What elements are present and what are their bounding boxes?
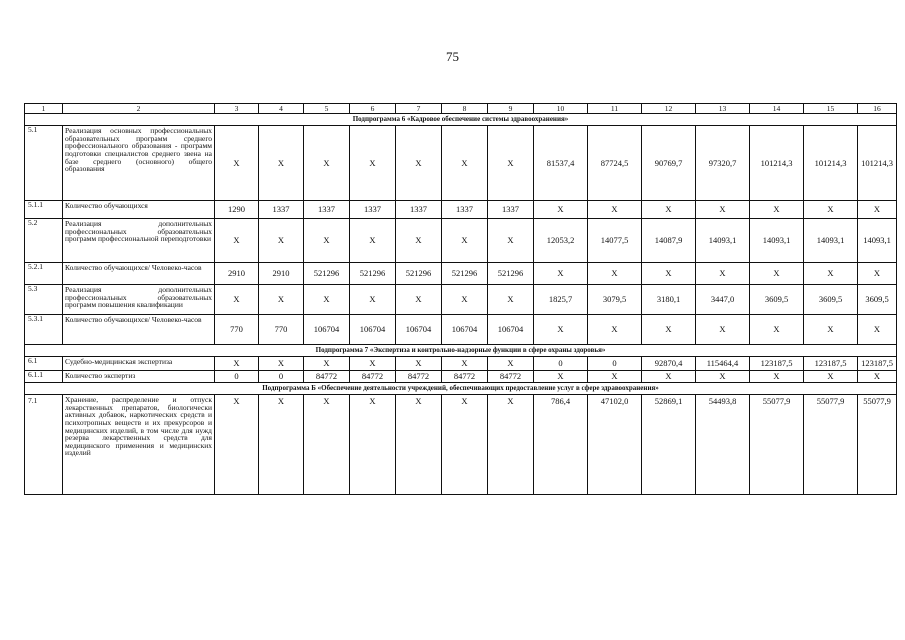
cell-value: X: [488, 357, 534, 371]
cell-value: X: [215, 395, 259, 495]
cell-value: 3447,0: [696, 285, 750, 315]
cell-value: X: [396, 285, 442, 315]
cell-value: X: [304, 126, 350, 201]
cell-value: 1290: [215, 201, 259, 219]
cell-value: 92870,4: [642, 357, 696, 371]
row-name: Количество экспертиз: [63, 371, 215, 383]
column-number: 14: [750, 104, 804, 114]
cell-value: 1825,7: [534, 285, 588, 315]
cell-value: X: [804, 371, 858, 383]
cell-value: 14093,1: [696, 219, 750, 263]
column-number: 8: [442, 104, 488, 114]
subprogram-header-row: [25, 345, 897, 357]
cell-value: X: [350, 219, 396, 263]
cell-value: 1337: [304, 201, 350, 219]
cell-value: 123187,5: [804, 357, 858, 371]
cell-value: 1337: [442, 201, 488, 219]
row-code: 5.1.1: [25, 201, 63, 219]
cell-value: X: [534, 371, 588, 383]
cell-value: 101214,3: [804, 126, 858, 201]
table-row: [25, 395, 897, 495]
cell-value: 0: [534, 357, 588, 371]
row-name: Реализация основных профессиональных образовательных программ среднего профессионального образования - программ подготовки специалистов среднего звена на базе среднего (основного) общего образования: [63, 126, 215, 201]
cell-value: 770: [215, 315, 259, 345]
cell-value: X: [750, 315, 804, 345]
cell-value: X: [696, 201, 750, 219]
cell-value: 3180,1: [642, 285, 696, 315]
cell-value: X: [642, 371, 696, 383]
cell-value: X: [215, 357, 259, 371]
cell-value: 3609,5: [804, 285, 858, 315]
subprogram-header-row: [25, 114, 897, 126]
column-number: 16: [858, 104, 897, 114]
cell-value: X: [488, 126, 534, 201]
cell-value: 0: [215, 371, 259, 383]
subprogram-title: Подпрограмма Б «Обеспечение деятельности учреждений, обеспечивающих предоставление услуг в сфере здравоохранения»: [25, 383, 897, 395]
cell-value: 87724,5: [588, 126, 642, 201]
cell-value: X: [696, 371, 750, 383]
cell-value: 84772: [350, 371, 396, 383]
cell-value: 55077,9: [858, 395, 897, 495]
row-name: Хранение, распределение и отпуск лекарственных препаратов, биологически активных добавок, наркотических средств и психотропных веществ и их прекурсоров и медицинских изделий, в том числе для нужд резерва лекарственных средств для медицинского применения и медицинских изделий: [63, 395, 215, 495]
cell-value: X: [442, 126, 488, 201]
cell-value: X: [396, 395, 442, 495]
cell-value: 84772: [396, 371, 442, 383]
cell-value: 101214,3: [750, 126, 804, 201]
cell-value: 84772: [304, 371, 350, 383]
cell-value: 770: [259, 315, 304, 345]
row-code: 5.2.1: [25, 263, 63, 285]
row-code: 6.1.1: [25, 371, 63, 383]
cell-value: X: [534, 201, 588, 219]
cell-value: 2910: [215, 263, 259, 285]
cell-value: X: [858, 371, 897, 383]
cell-value: X: [858, 201, 897, 219]
cell-value: X: [259, 219, 304, 263]
cell-value: 0: [588, 357, 642, 371]
cell-value: 0: [259, 371, 304, 383]
cell-value: X: [588, 201, 642, 219]
cell-value: X: [588, 371, 642, 383]
row-name: Реализация дополнительных профессиональных образовательных программ профессиональной переподготовки: [63, 219, 215, 263]
cell-value: 84772: [442, 371, 488, 383]
column-number: 4: [259, 104, 304, 114]
cell-value: X: [442, 285, 488, 315]
column-number: 2: [63, 104, 215, 114]
row-code: 7.1: [25, 395, 63, 495]
cell-value: 106704: [396, 315, 442, 345]
row-name: Количество обучающихся/ Человеко-часов: [63, 315, 215, 345]
column-number: 15: [804, 104, 858, 114]
table-row: [25, 357, 897, 371]
cell-value: X: [804, 201, 858, 219]
cell-value: X: [259, 285, 304, 315]
cell-value: 521296: [488, 263, 534, 285]
cell-value: X: [215, 285, 259, 315]
cell-value: 84772: [488, 371, 534, 383]
cell-value: X: [750, 371, 804, 383]
cell-value: 3609,5: [858, 285, 897, 315]
cell-value: X: [488, 219, 534, 263]
table-row: [25, 219, 897, 263]
cell-value: 14093,1: [804, 219, 858, 263]
row-name: Количество обучающихся/ Человеко-часов: [63, 263, 215, 285]
cell-value: X: [750, 201, 804, 219]
table-row: [25, 126, 897, 201]
cell-value: X: [858, 315, 897, 345]
column-number: 11: [588, 104, 642, 114]
subprogram-header-row: [25, 383, 897, 395]
cell-value: 123187,5: [750, 357, 804, 371]
cell-value: X: [442, 219, 488, 263]
cell-value: 47102,0: [588, 395, 642, 495]
cell-value: 2910: [259, 263, 304, 285]
cell-value: 106704: [350, 315, 396, 345]
cell-value: X: [350, 357, 396, 371]
column-number: 5: [304, 104, 350, 114]
cell-value: 101214,3: [858, 126, 897, 201]
column-number: 10: [534, 104, 588, 114]
cell-value: X: [304, 219, 350, 263]
cell-value: 1337: [488, 201, 534, 219]
cell-value: X: [396, 357, 442, 371]
cell-value: X: [215, 219, 259, 263]
cell-value: X: [350, 395, 396, 495]
cell-value: 52869,1: [642, 395, 696, 495]
table-row: [25, 201, 897, 219]
cell-value: X: [442, 395, 488, 495]
cell-value: X: [488, 285, 534, 315]
column-number-row: [25, 104, 897, 114]
cell-value: 14087,9: [642, 219, 696, 263]
cell-value: X: [534, 315, 588, 345]
row-name: Количество обучающихся: [63, 201, 215, 219]
cell-value: 123187,5: [858, 357, 897, 371]
cell-value: X: [696, 263, 750, 285]
row-code: 5.3.1: [25, 315, 63, 345]
cell-value: X: [804, 263, 858, 285]
cell-value: 54493,8: [696, 395, 750, 495]
cell-value: 90769,7: [642, 126, 696, 201]
cell-value: 3079,5: [588, 285, 642, 315]
cell-value: 115464,4: [696, 357, 750, 371]
cell-value: X: [304, 395, 350, 495]
cell-value: X: [259, 357, 304, 371]
cell-value: 14093,1: [858, 219, 897, 263]
cell-value: X: [396, 219, 442, 263]
cell-value: X: [304, 285, 350, 315]
cell-value: 106704: [442, 315, 488, 345]
subprogram-title: Подпрограмма 6 «Кадровое обеспечение системы здравоохранения»: [25, 114, 897, 126]
cell-value: X: [215, 126, 259, 201]
cell-value: X: [534, 263, 588, 285]
cell-value: X: [642, 315, 696, 345]
row-code: 6.1: [25, 357, 63, 371]
table-row: [25, 371, 897, 383]
row-code: 5.2: [25, 219, 63, 263]
cell-value: 521296: [442, 263, 488, 285]
page-number: 75: [446, 49, 459, 64]
cell-value: X: [588, 263, 642, 285]
cell-value: X: [396, 126, 442, 201]
cell-value: X: [304, 357, 350, 371]
cell-value: X: [750, 263, 804, 285]
cell-value: 521296: [396, 263, 442, 285]
cell-value: 14077,5: [588, 219, 642, 263]
budget-table: [24, 103, 897, 495]
subprogram-title: Подпрограмма 7 «Экспертиза и контрольно-надзорные функции в сфере охраны здоровья»: [25, 345, 897, 357]
column-number: 3: [215, 104, 259, 114]
cell-value: 1337: [259, 201, 304, 219]
row-name: Реализация дополнительных профессиональных образовательных программ повышения квалификации: [63, 285, 215, 315]
cell-value: 3609,5: [750, 285, 804, 315]
table-row: [25, 315, 897, 345]
cell-value: 521296: [350, 263, 396, 285]
cell-value: X: [642, 263, 696, 285]
column-number: 9: [488, 104, 534, 114]
cell-value: 81537,4: [534, 126, 588, 201]
cell-value: X: [350, 285, 396, 315]
cell-value: 55077,9: [804, 395, 858, 495]
cell-value: X: [442, 357, 488, 371]
cell-value: X: [588, 315, 642, 345]
cell-value: X: [350, 126, 396, 201]
column-number: 13: [696, 104, 750, 114]
cell-value: X: [259, 395, 304, 495]
column-number: 1: [25, 104, 63, 114]
column-number: 7: [396, 104, 442, 114]
column-number: 12: [642, 104, 696, 114]
cell-value: X: [488, 395, 534, 495]
table-row: [25, 263, 897, 285]
cell-value: X: [804, 315, 858, 345]
row-code: 5.1: [25, 126, 63, 201]
row-code: 5.3: [25, 285, 63, 315]
cell-value: X: [696, 315, 750, 345]
cell-value: 97320,7: [696, 126, 750, 201]
cell-value: 106704: [488, 315, 534, 345]
cell-value: 1337: [350, 201, 396, 219]
cell-value: 14093,1: [750, 219, 804, 263]
table-row: [25, 285, 897, 315]
cell-value: 521296: [304, 263, 350, 285]
cell-value: 106704: [304, 315, 350, 345]
cell-value: X: [858, 263, 897, 285]
row-name: Судебно-медицинская экспертиза: [63, 357, 215, 371]
cell-value: 786,4: [534, 395, 588, 495]
column-number: 6: [350, 104, 396, 114]
cell-value: X: [259, 126, 304, 201]
cell-value: 55077,9: [750, 395, 804, 495]
cell-value: 12053,2: [534, 219, 588, 263]
cell-value: 1337: [396, 201, 442, 219]
cell-value: X: [642, 201, 696, 219]
